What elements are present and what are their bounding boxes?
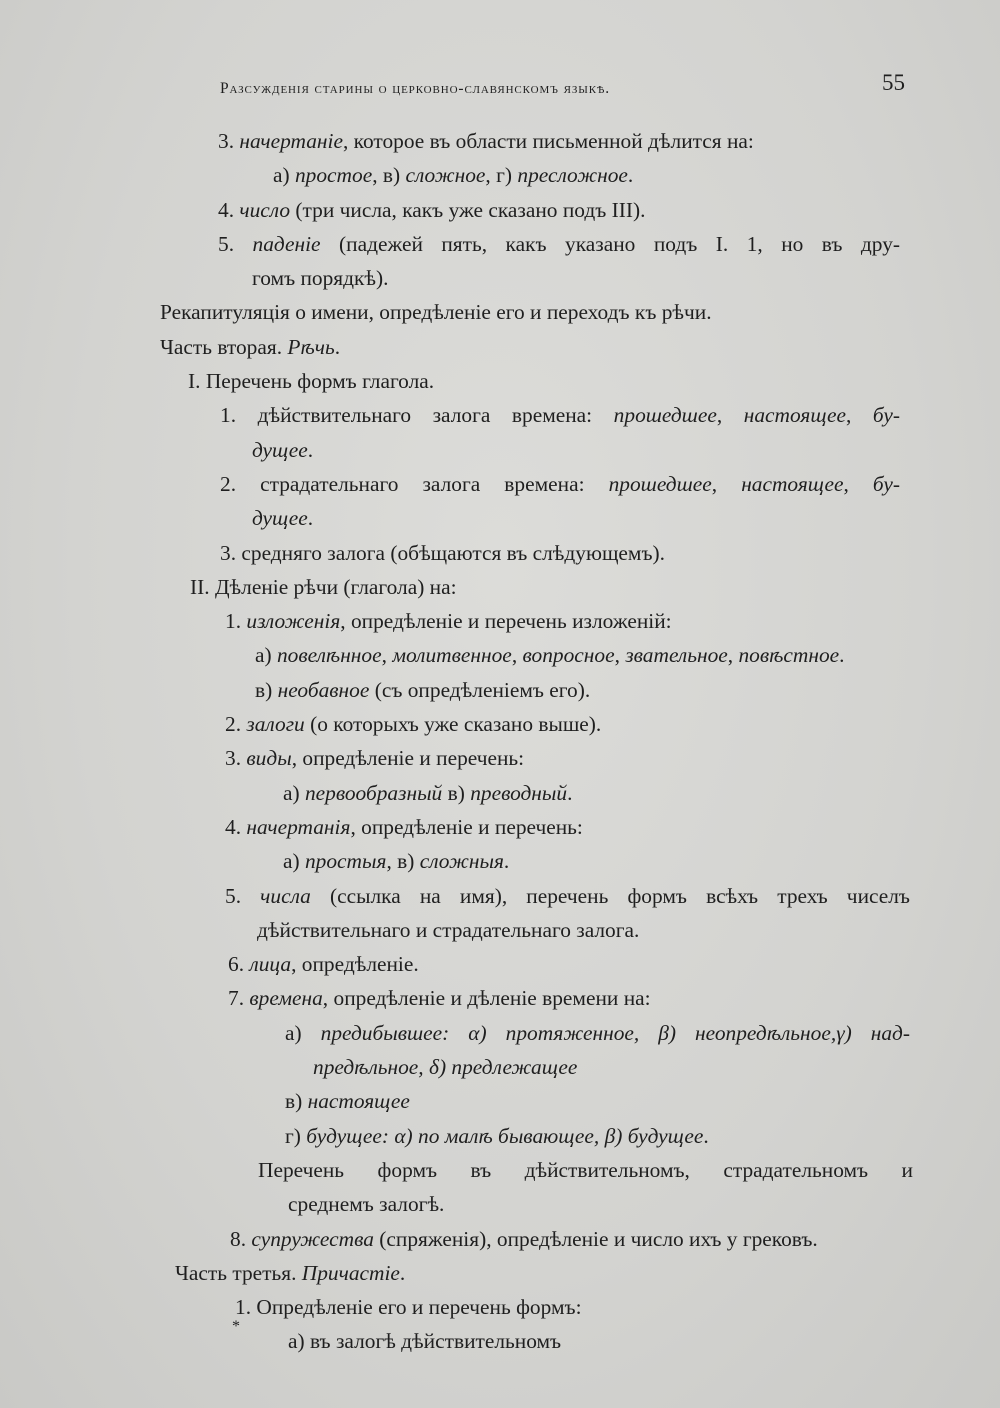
text-run: . [703,1123,709,1148]
text-line [230,1222,920,1256]
text-line [225,810,920,844]
text-line [160,295,920,329]
text-line [252,501,920,535]
text-line [225,879,910,913]
text-run: 2. [225,712,247,737]
italic-term: предѣльное, δ) предлежащее [313,1055,578,1080]
italic-term: начертанія [246,814,351,839]
text-run: а) [285,1020,321,1045]
text-line [220,398,900,432]
text-run: . [307,506,314,531]
text-run: а) [273,163,295,188]
text-run: , в) [386,849,420,874]
text-run: . [503,849,510,874]
text-run: . [839,643,845,668]
text-line [160,330,920,364]
italic-term: бу- [872,403,900,428]
italic-term: виды [246,746,292,771]
text-run: , [711,471,742,496]
text-run: в) [255,677,278,702]
italic-term: предибывшее: α) протяженное, β) неопредѣльное,γ) над- [320,1020,910,1045]
text-run: 5. [225,883,261,908]
italic-term: настоящее [743,403,846,428]
text-line [218,193,920,227]
text-line [288,1187,920,1221]
italic-term: дущее [252,506,308,531]
text-run: , которое въ области письменной дѣлится на: [342,129,754,153]
italic-term: настоящее [741,471,844,496]
text-run: . [307,437,314,462]
page-number: 55 [882,70,905,95]
text-run: 4. [218,197,240,222]
italic-term: Рѣчь [287,334,335,359]
text-line [220,467,900,501]
italic-term: настоящее [307,1089,410,1114]
text-run: в) [285,1089,308,1114]
text-run: , [511,643,523,668]
italic-term: паденіе [252,231,321,256]
text-line [283,844,920,878]
text-line [220,536,920,570]
text-line [190,570,920,604]
italic-term: начертаніе [239,129,343,153]
italic-term: числа [260,883,311,908]
text-run: (ссылка на имя), перечень формъ всѣхъ трехъ чиселъ [310,883,910,908]
text-run: среднемъ залогѣ. [288,1192,445,1217]
text-line [218,227,900,261]
italic-term: времена [249,986,323,1011]
italic-term: будущее: α) по малѣ бывающее, β) будущее [306,1123,704,1148]
italic-term: число [239,197,291,222]
text-run: Часть вторая. [160,334,288,359]
italic-term: изложенія [246,609,341,634]
text-line [285,1084,920,1118]
text-run: , опредѣленіе. [291,952,419,977]
italic-term: лица [249,952,292,977]
italic-term: дущее [252,437,308,462]
italic-term: первообразный [304,780,443,805]
text-line [225,604,920,638]
text-run: , [846,403,873,428]
text-line [252,433,920,467]
italic-term: пресложное [517,163,628,188]
italic-term: прошедшее [613,403,717,428]
text-run: . [567,780,573,805]
italic-term: простыя [304,849,387,874]
text-run: , [381,643,393,668]
running-head: Разсужденія старины о церковно-славянскомъ языкѣ. [220,80,611,97]
italic-term: повелѣнное [276,643,382,668]
text-run: Часть третья. [175,1260,302,1285]
text-run: , опредѣленіе и перечень изложеній: [340,609,672,634]
text-line [188,364,920,398]
text-run: , [716,403,744,428]
text-line [175,1256,920,1290]
italic-term: звательное [625,643,728,668]
text-run: а) [283,849,305,874]
text-run: Рекапитуляція о имени, опредѣленіе его и переходъ къ рѣчи. [160,300,712,325]
italic-term: необавное [277,677,370,702]
text-line [257,913,920,947]
text-run: (о которыхъ уже сказано выше). [304,712,602,737]
text-run: в) [442,780,471,805]
text-run: 1. [225,609,247,634]
page-body [160,124,920,1359]
italic-term: вопросное [522,643,615,668]
text-run: а) въ залогѣ дѣйствительномъ [288,1329,562,1354]
footer-mark: * [232,1318,240,1335]
text-line [258,1153,913,1187]
text-run: 7. [228,986,250,1011]
text-run: дѣйствительнаго и страдательнаго залога. [257,917,640,942]
italic-term: бу- [872,471,900,496]
text-run: , г) [485,163,518,188]
text-line [225,741,920,775]
italic-term: сложныя [419,849,504,874]
text-line [285,1119,920,1153]
text-run: , опредѣленіе и дѣленіе времени на: [322,986,651,1011]
text-line [228,981,920,1015]
text-run: 3. [225,746,247,771]
text-line [273,158,920,192]
text-run: Перечень формъ въ дѣйствительномъ, страдательномъ и [258,1157,913,1182]
text-run: , опредѣленіе и перечень: [291,746,525,771]
italic-term: супружества [251,1226,374,1251]
italic-term: прошедшее [608,471,712,496]
text-run: г) [285,1123,307,1148]
text-line [255,673,920,707]
text-run: 4. [225,814,247,839]
text-run: гомъ порядкѣ). [252,266,389,291]
italic-term: сложное [405,163,486,188]
text-run: II. Дѣленіе рѣчи (глагола) на: [190,574,457,599]
text-line [288,1324,920,1358]
text-run: I. Перечень формъ глагола. [188,369,435,394]
text-run: а) [255,643,277,668]
italic-term: простое [294,163,373,188]
text-line [313,1050,920,1084]
text-run: 5. [218,231,253,256]
text-run: , в) [372,163,406,188]
italic-term: молитвенное [392,643,512,668]
text-run: , [843,471,873,496]
text-run: 1. дѣйствительнаго залога времена: [220,403,614,428]
text-line [218,124,920,158]
italic-term: преводный [470,780,568,805]
text-run: . [399,1260,406,1285]
text-run: 3. средняго залога (обѣщаются въ слѣдующемъ). [220,540,665,565]
italic-term: повѣстное [738,643,840,668]
page-header [215,70,905,100]
text-line [225,707,920,741]
text-line [285,1016,910,1050]
text-run: (три числа, какъ уже сказано подъ III). [290,197,646,222]
text-run: 6. [228,952,250,977]
text-run: а) [283,780,305,805]
text-run: 8. [230,1226,252,1251]
text-run: . [627,163,634,188]
text-line [235,1290,920,1324]
text-run: . [334,334,341,359]
text-line [283,776,920,810]
text-run: (спряженія), опредѣленіе и число ихъ у грековъ. [373,1226,818,1251]
text-line [255,638,920,672]
text-run: (съ опредѣленіемъ его). [369,677,591,702]
text-run: 1. Опредѣленіе его и перечень формъ: [235,1295,582,1320]
text-run: , [727,643,739,668]
text-run: , [614,643,626,668]
text-run: (падежей пять, какъ указано подъ I. 1, но въ дру- [320,231,900,256]
text-line [228,947,920,981]
text-run: 2. страдательнаго залога времена: [220,471,609,496]
text-run: , опредѣленіе и перечень: [350,814,583,839]
text-line [252,261,920,295]
italic-term: Причастіе [301,1260,400,1285]
text-run: 3. [218,129,240,153]
italic-term: залоги [246,712,305,737]
